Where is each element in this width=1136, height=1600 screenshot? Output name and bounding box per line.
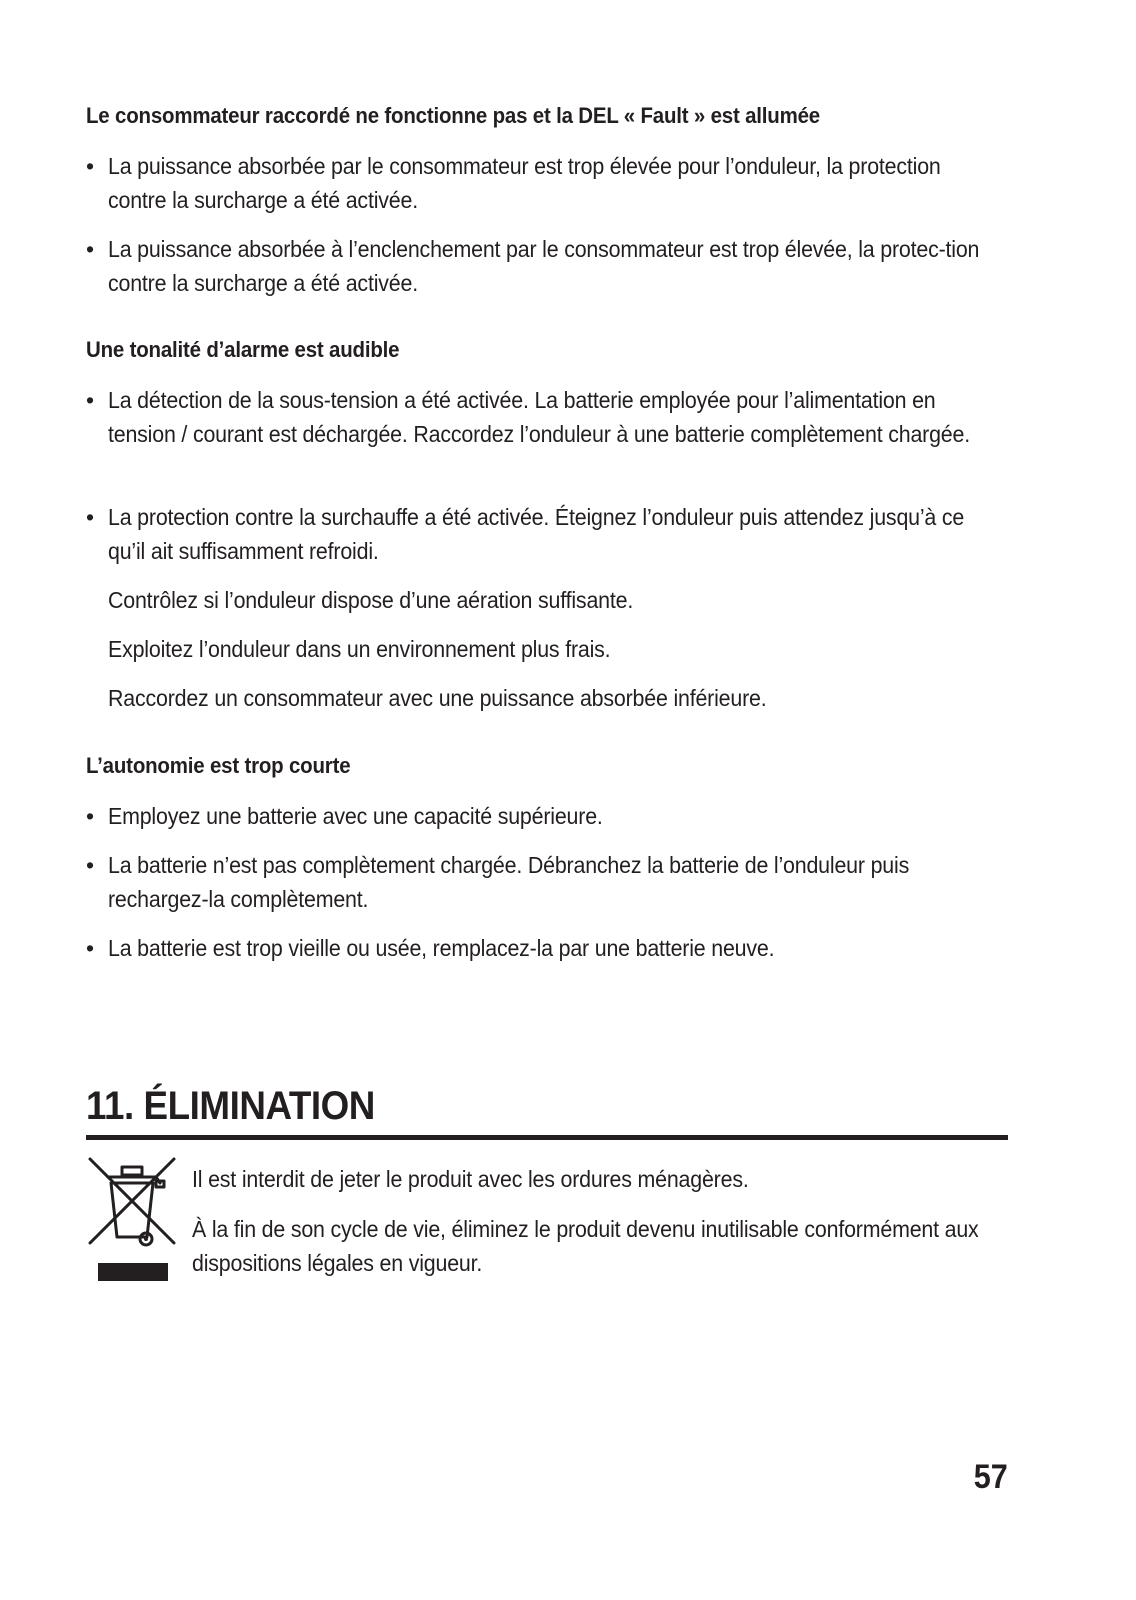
bullet-text: La protection contre la surchauffe a été activée. Éteignez l’onduleur puis attendez jusqu’à ce qu’il ait suffisamment refroidi. [108,504,965,564]
bullet-dot: • [86,236,94,262]
paragraph-text: Exploitez l’onduleur dans un environnement plus frais. [108,636,611,662]
bullet-text: La batterie est trop vieille ou usée, remplacez-la par une batterie neuve. [108,935,775,961]
section-autonomy [86,753,1008,779]
bullet-dot: • [86,852,94,878]
paragraph [86,632,1008,666]
section-fault-led [86,103,1008,129]
paragraph-text: Il est interdit de jeter le produit avec les ordures ménagères. [192,1166,749,1192]
paragraph [192,1212,992,1280]
page-number: 57 [973,1458,1008,1496]
bullet-item [86,500,1008,568]
document-page [86,0,1008,1600]
section-rule [86,1135,1008,1140]
bullet-text: La puissance absorbée à l’enclenchement par le consommateur est trop élevée, la protec-tion contre la surcharge a été activée. [108,236,980,296]
heading-alarm: Une tonalité d’alarme est audible [86,337,400,362]
bullet-dot: • [86,935,94,961]
bullet-text: La batterie n’est pas complètement chargée. Débranchez la batterie de l’onduleur puis rechargez-la complètement. [108,852,910,912]
paragraph-text: À la fin de son cycle de vie, éliminez le produit devenu inutilisable conformément aux dispositions légales en vigueur. [192,1216,979,1276]
bullet-dot: • [86,504,94,530]
heading-autonomy: L’autonomie est trop courte [86,753,351,778]
bullet-item [86,149,1008,217]
bullet-dot: • [86,803,94,829]
paragraph-text: Raccordez un consommateur avec une puissance absorbée inférieure. [108,685,767,711]
paragraph [86,681,1008,715]
bullet-text: Employez une batterie avec une capacité supérieure. [108,803,603,829]
bullet-item [86,931,1008,965]
bullet-item [86,232,1008,300]
bullet-item [86,383,1008,451]
bullet-text: La puissance absorbée par le consommateur est trop élevée pour l’onduleur, la protection contre la surcharge a été activée. [108,153,941,213]
bullet-text: La détection de la sous-tension a été activée. La batterie employée pour l’alimentation en tension / courant est déchargée. Raccordez l’onduleur à une batterie complètement chargée. [108,387,970,447]
paragraph [192,1162,992,1196]
bullet-dot: • [86,387,94,413]
heading-fault-led: Le consommateur raccordé ne fonctionne pas et la DEL « Fault » est allumée [86,103,821,128]
bullet-item [86,848,1008,916]
disposal-text [192,1162,992,1296]
crossed-out-wheelie-bin-icon [86,1155,178,1285]
section-title: 11. ÉLIMINATION [86,1084,375,1128]
paragraph-text: Contrôlez si l’onduleur dispose d’une aération suffisante. [108,587,634,613]
bullet-item [86,799,1008,833]
section-disposal [86,1084,1008,1129]
bullet-dot: • [86,153,94,179]
section-alarm [86,337,1008,363]
paragraph [86,583,1008,617]
